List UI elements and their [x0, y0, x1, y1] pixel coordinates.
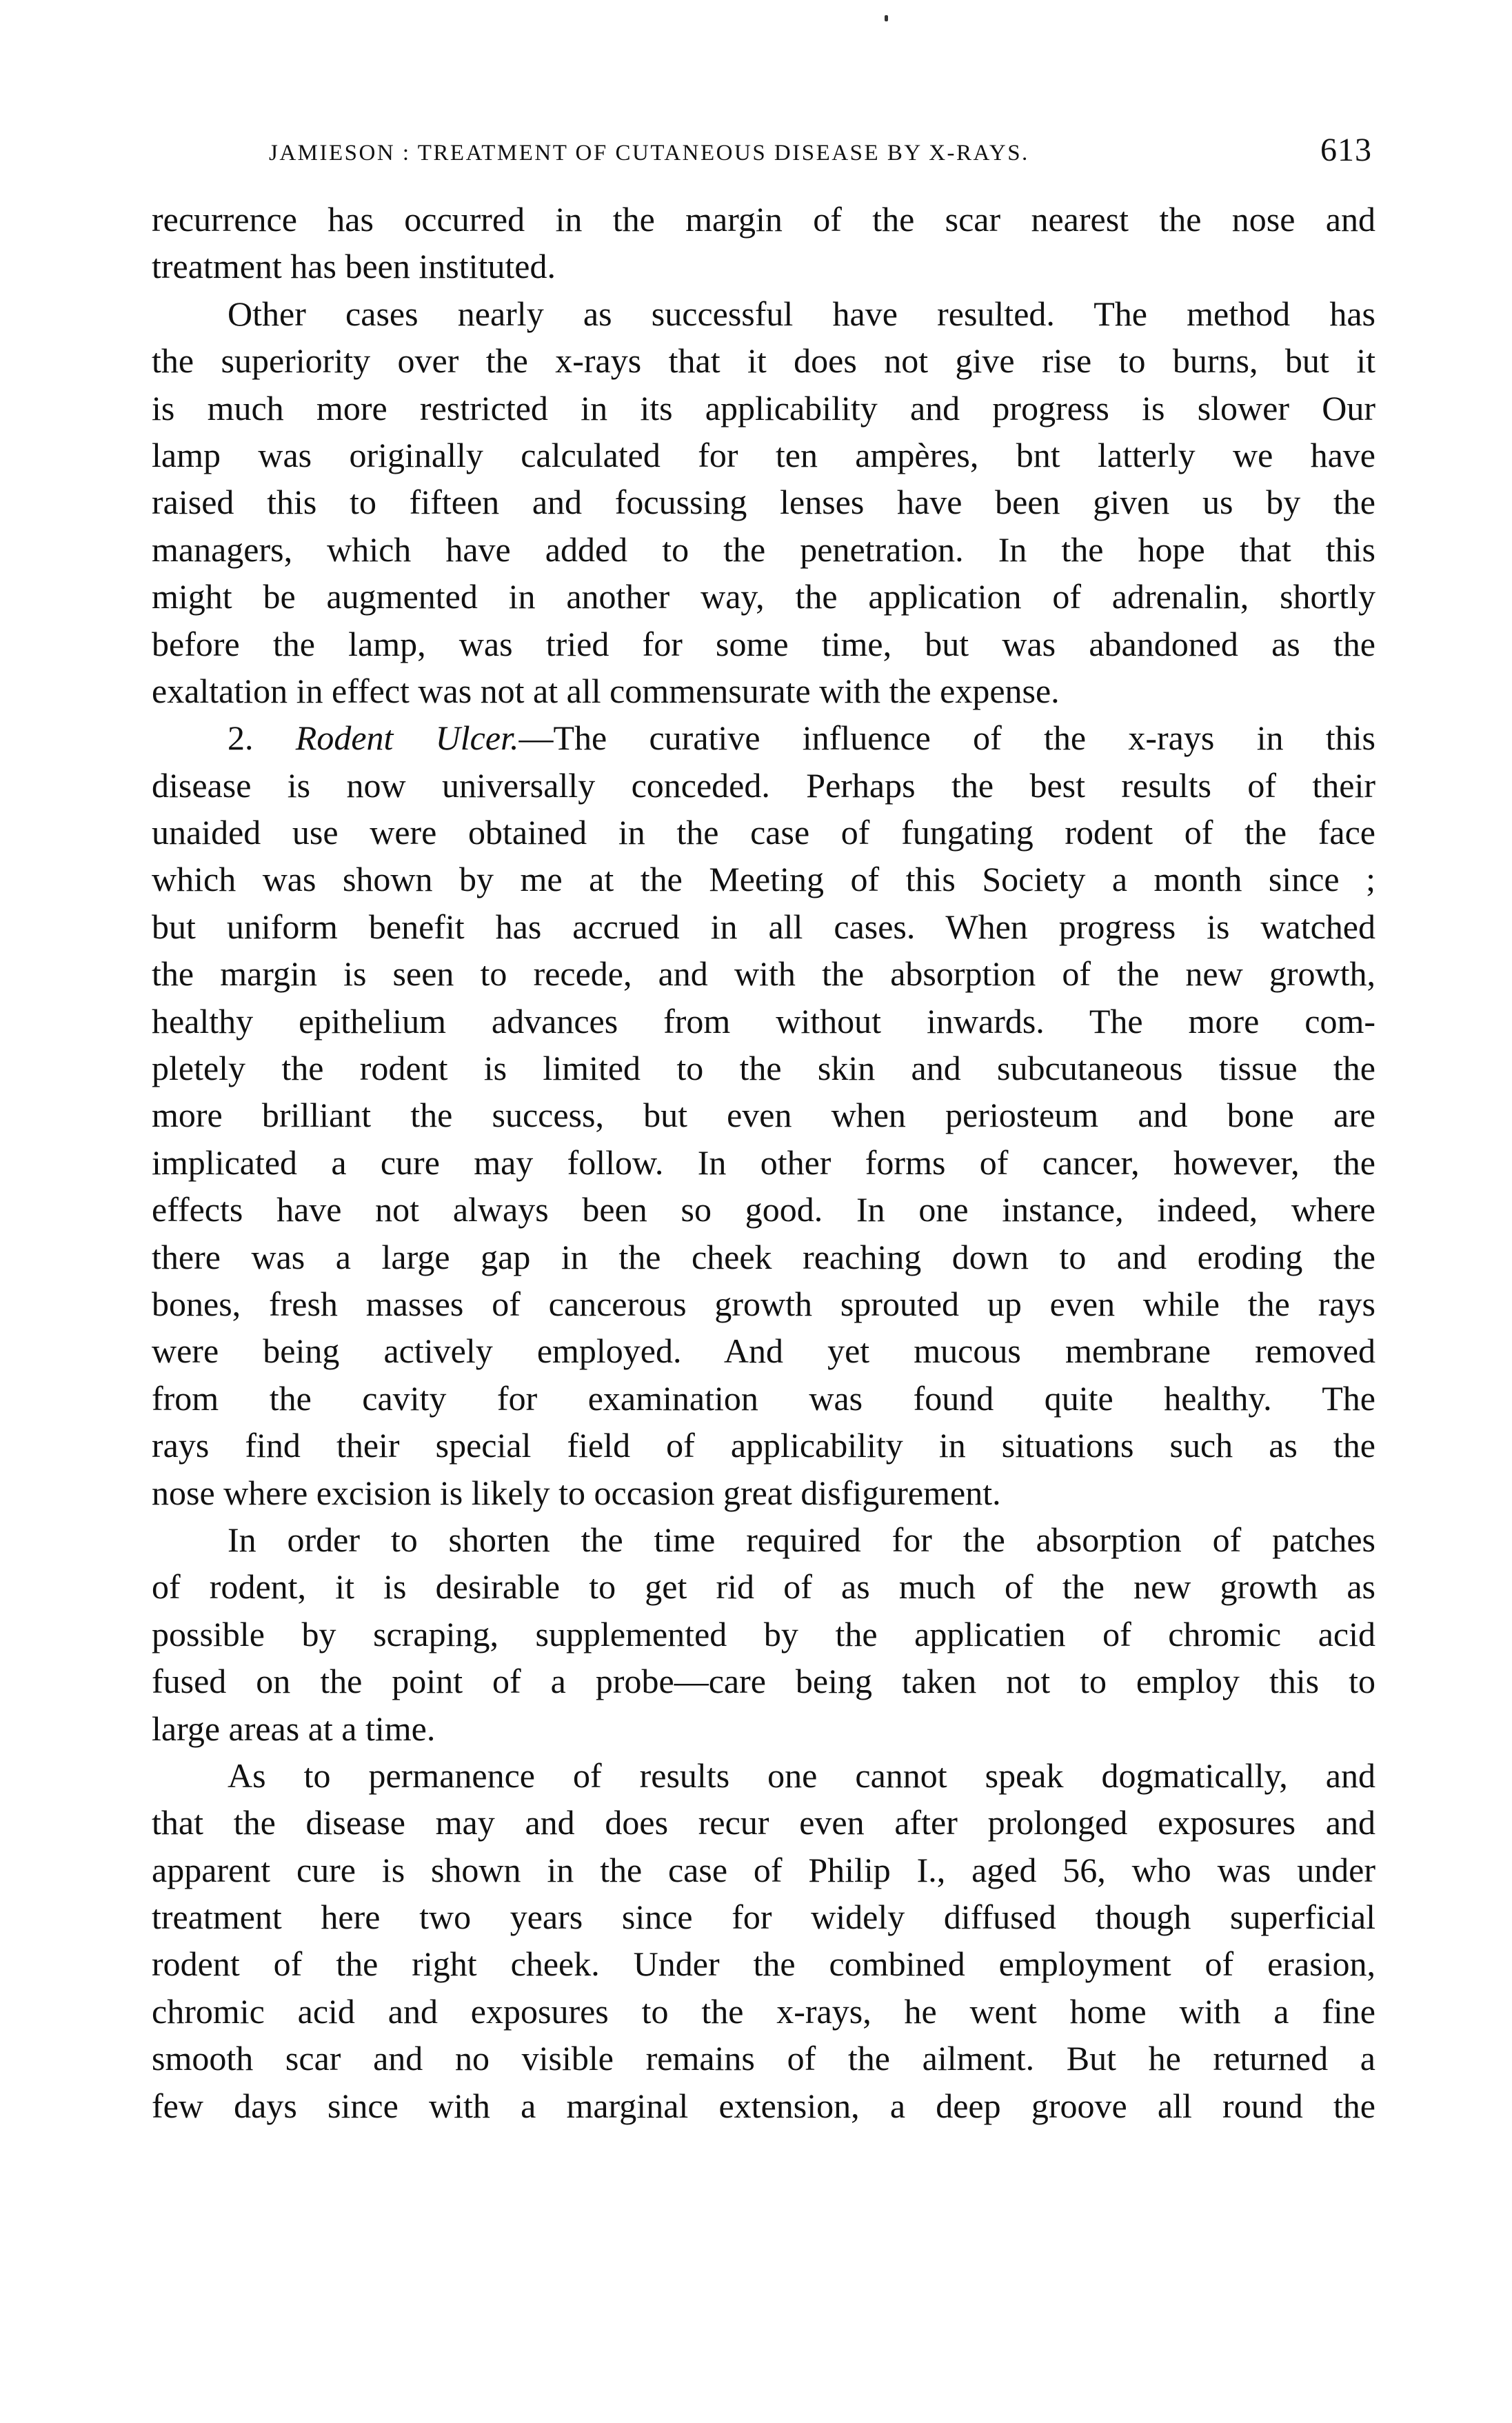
text-line: there was a large gap in the cheek reaching down to and eroding the — [152, 1237, 1375, 1276]
text-line: treatment has been instituted. — [152, 247, 556, 286]
text-line: might be augmented in another way, the application of adrenalin, shortly — [152, 577, 1375, 616]
text-line: the superiority over the x-rays that it does not give rise to burns, but it — [152, 341, 1375, 381]
section-title: Rodent Ulcer. — [295, 718, 519, 758]
paragraph — [152, 1516, 1375, 1752]
text-line: Other cases nearly as successful have resulted. The method has — [228, 294, 1375, 333]
text-line: from the cavity for examination was found quite healthy. The — [152, 1378, 1375, 1418]
text-line: implicated a cure may follow. In other forms of cancer, however, the — [152, 1143, 1375, 1182]
text-line: treatment here two years since for widely diffused though superficial — [152, 1898, 1375, 1937]
print-speck — [885, 15, 888, 21]
text-line: raised this to fifteen and focussing lenses have been given us by the — [152, 483, 1375, 522]
running-title: JAMIESON : TREATMENT OF CUTANEOUS DISEASE BY X-RAYS. — [269, 141, 1029, 165]
text-line: recurrence has occurred in the margin of the scar nearest the nose and — [152, 200, 1375, 239]
text-line: chromic acid and exposures to the x-rays, he went home with a fine — [152, 1991, 1375, 2031]
text-line: apparent cure is shown in the case of Philip I., aged 56, who was under — [152, 1850, 1375, 1889]
text-line: before the lamp, was tried for some time, but was abandoned as the — [152, 624, 1375, 663]
section-number: 2. — [228, 718, 254, 758]
text-line: were being actively employed. And yet mucous membrane removed — [152, 1331, 1375, 1371]
text-line: rays find their special field of applicability in situations such as the — [152, 1426, 1375, 1465]
running-head — [269, 131, 1372, 179]
body-text — [152, 196, 1375, 2129]
text-line: which was shown by me at the Meeting of this Society a month since ; — [152, 860, 1375, 899]
text-line: nose where excision is likely to occasion great disfigurement. — [152, 1473, 1001, 1512]
text-line: more brilliant the success, but even when periosteum and bone are — [152, 1096, 1375, 1135]
text-line: effects have not always been so good. In one instance, indeed, where — [152, 1190, 1375, 1229]
text-line: lamp was originally calculated for ten ampères, bnt latterly we have — [152, 435, 1375, 474]
text-line: managers, which have added to the penetration. In the hope that this — [152, 530, 1375, 569]
text-line: the margin is seen to recede, and with the absorption of the new growth, — [152, 954, 1375, 994]
text-line-rest: —The curative influence of the x-rays in this — [518, 718, 1375, 758]
text-line: few days since with a marginal extension, a deep groove all round the — [152, 2086, 1375, 2125]
paragraph — [152, 196, 1375, 290]
text-line: exaltation in effect was not at all commensurate with the expense. — [152, 671, 1060, 710]
text-line: bones, fresh masses of cancerous growth sprouted up even while the rays — [152, 1284, 1375, 1323]
text-line: As to permanence of results one cannot speak dogmatically, and — [228, 1756, 1375, 1795]
text-line — [152, 714, 1375, 761]
text-line: smooth scar and no visible remains of the ailment. But he returned a — [152, 2039, 1375, 2078]
text-line: healthy epithelium advances from without inwards. The more com- — [152, 1001, 1375, 1040]
text-line: of rodent, it is desirable to get rid of as much of the new growth as — [152, 1567, 1375, 1607]
text-line: fused on the point of a probe—care being taken not to employ this to — [152, 1662, 1375, 1701]
page-number: 613 — [1320, 132, 1372, 168]
text-line: In order to shorten the time required for the absorption of patches — [228, 1520, 1375, 1559]
text-line: that the disease may and does recur even after prolonged exposures and — [152, 1803, 1375, 1842]
paragraph — [152, 1752, 1375, 2129]
text-line: pletely the rodent is limited to the skin and subcutaneous tissue the — [152, 1049, 1375, 1088]
text-line: rodent of the right cheek. Under the combined employment of erasion, — [152, 1944, 1375, 1984]
text-line: large areas at a time. — [152, 1709, 436, 1748]
paragraph — [152, 714, 1375, 1516]
text-line: disease is now universally conceded. Perhaps the best results of their — [152, 765, 1375, 805]
paragraph — [152, 290, 1375, 715]
text-line: is much more restricted in its applicability and progress is slower Our — [152, 388, 1375, 428]
text-line: unaided use were obtained in the case of fungating rodent of the face — [152, 813, 1375, 852]
text-line: possible by scraping, supplemented by the applicatien of chromic acid — [152, 1614, 1375, 1653]
text-line: but uniform benefit has accrued in all cases. When progress is watched — [152, 907, 1375, 946]
